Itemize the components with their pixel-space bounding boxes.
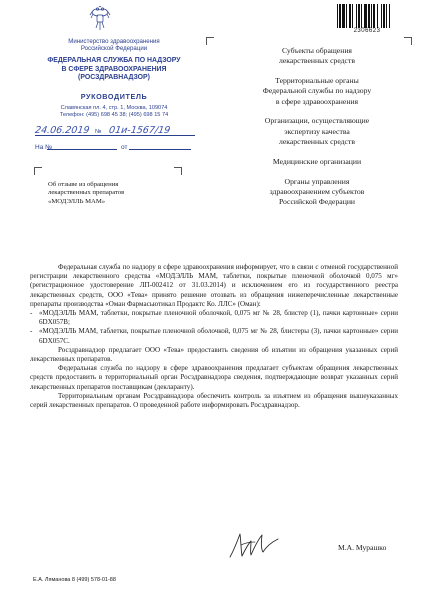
recipient-line: Медицинские организации bbox=[272, 156, 362, 166]
subject-line: лекарственных препаратов bbox=[48, 189, 125, 197]
ministry-line: Российской Федерации bbox=[80, 45, 148, 53]
letter-body bbox=[30, 263, 398, 410]
executor-contact: Е.А. Ляманова 8 (499) 578-01-88 bbox=[33, 577, 116, 583]
registration-line bbox=[35, 124, 195, 138]
subject bbox=[48, 181, 178, 206]
number-label: № bbox=[95, 129, 102, 135]
address bbox=[14, 105, 214, 119]
corner-mark bbox=[206, 37, 214, 45]
recipient-line: в сфере здравоохранения bbox=[275, 96, 359, 106]
recipient-line: Субъекты обращения bbox=[282, 46, 352, 55]
body-paragraph: Федеральная служба по надзору в сфере здравоохранения предлагает субъектам обращения лекарственных средств предоставить в территориальный орган Росздравнадзора сведения, подтверждающие возврат указанных серий лекарственных препаратов поставщикам (декларанту). bbox=[30, 364, 398, 391]
body-paragraph: Федеральная служба по надзору в сфере здравоохранения информирует, что в связи с отменой государственной регистрации лекарственного средства «МОДЭЛЛЬ МАМ, таблетки, покрытые пленочной оболочкой 0,075 мг» (регистрационное удостоверение ЛП-002412 от 31.03.2014) и исключением его из государственного реестра лекарственных средств, ООО «Тева» принято решение отозвать из обращения нижеперечисленные лекарственные препараты производства «Оман Фармасьютикал Продактс Ко. ЛЛС» (Оман): bbox=[30, 263, 398, 308]
reference-from-label: от bbox=[121, 144, 128, 151]
address-line: Телефон: (495) 698 45 38; (495) 698 15 74 bbox=[59, 112, 169, 118]
service-line: В СФЕРЕ ЗДРАВООХРАНЕНИЯ bbox=[61, 65, 167, 73]
ministry-line: Министерство здравоохранения bbox=[68, 38, 160, 45]
recipient bbox=[222, 76, 412, 107]
recipient-line: Федеральной службы по надзору bbox=[262, 86, 372, 96]
head-title: РУКОВОДИТЕЛЬ bbox=[80, 92, 148, 101]
subject-line: «МОДЭЛЛЬ МАМ» bbox=[48, 197, 106, 205]
body-list-item: - «МОДЭЛЛЬ МАМ, таблетки, покрытые пленочной оболочкой, 0,075 мг № 28, блистеры (3), пачки картонные» серии 6DX057C. bbox=[30, 327, 398, 345]
recipient bbox=[222, 116, 412, 147]
recipient-line: здравоохранением субъектов bbox=[269, 186, 365, 196]
recipient bbox=[222, 157, 412, 167]
recipient-line: Российской Федерации bbox=[278, 197, 356, 207]
corner-mark bbox=[34, 167, 42, 175]
barcode bbox=[337, 4, 397, 28]
recipient-line: Органы управления bbox=[284, 176, 350, 186]
recipient-line: Организации, осуществляющие bbox=[264, 116, 370, 126]
recipient bbox=[222, 46, 412, 67]
service-line: (РОСЗДРАВНАДЗОР) bbox=[78, 74, 150, 82]
reference-underline bbox=[47, 149, 117, 150]
signer-name: М.А. Мурашко bbox=[338, 543, 387, 552]
ministry-name bbox=[14, 38, 214, 53]
corner-mark bbox=[174, 167, 182, 175]
handwritten-signature-icon bbox=[228, 528, 280, 560]
recipient-line: лекарственных средств bbox=[279, 56, 355, 66]
recipient-line: экспертизу качества bbox=[284, 126, 350, 136]
address-line: Славянская пл. 4, стр. 1, Москва, 109074 bbox=[60, 105, 168, 111]
body-paragraph: Росздравнадзор предлагает ООО «Тева» предоставить сведения об изъятии из обращения указанных серий лекарственных препаратов. bbox=[30, 345, 398, 364]
reference-line bbox=[35, 142, 195, 152]
service-line: ФЕДЕРАЛЬНАЯ СЛУЖБА ПО НАДЗОРУ bbox=[47, 57, 181, 64]
corner-mark bbox=[404, 37, 412, 45]
coat-of-arms-emblem-icon bbox=[89, 6, 111, 32]
registration-date: 24.06.2019 bbox=[34, 125, 91, 136]
registration-underline bbox=[35, 135, 195, 136]
recipient-line: лекарственных средств bbox=[279, 137, 355, 147]
subject-line: Об отзыве из обращения bbox=[48, 181, 119, 188]
reference-from-underline bbox=[129, 149, 191, 150]
recipient bbox=[222, 177, 412, 208]
registration-number: 01и-1567/19 bbox=[108, 125, 171, 136]
reference-label: На № bbox=[35, 144, 53, 151]
recipient-line: Территориальные органы bbox=[275, 76, 359, 86]
body-paragraph: Территориальным органам Росздравнадзора обеспечить контроль за изъятием из обращения вышеуказанных серий лекарственных препаратов. О проведенной работе информировать Росздравнадзор. bbox=[30, 391, 398, 410]
body-list-item: - «МОДЭЛЛЬ МАМ, таблетки, покрытые пленочной оболочкой, 0,075 мг № 28, блистер (1), пачки картонные» серии 6DX057B; bbox=[30, 309, 398, 327]
barcode-number: 2306623 bbox=[353, 28, 381, 34]
recipients bbox=[222, 46, 412, 217]
service-name bbox=[14, 57, 214, 83]
